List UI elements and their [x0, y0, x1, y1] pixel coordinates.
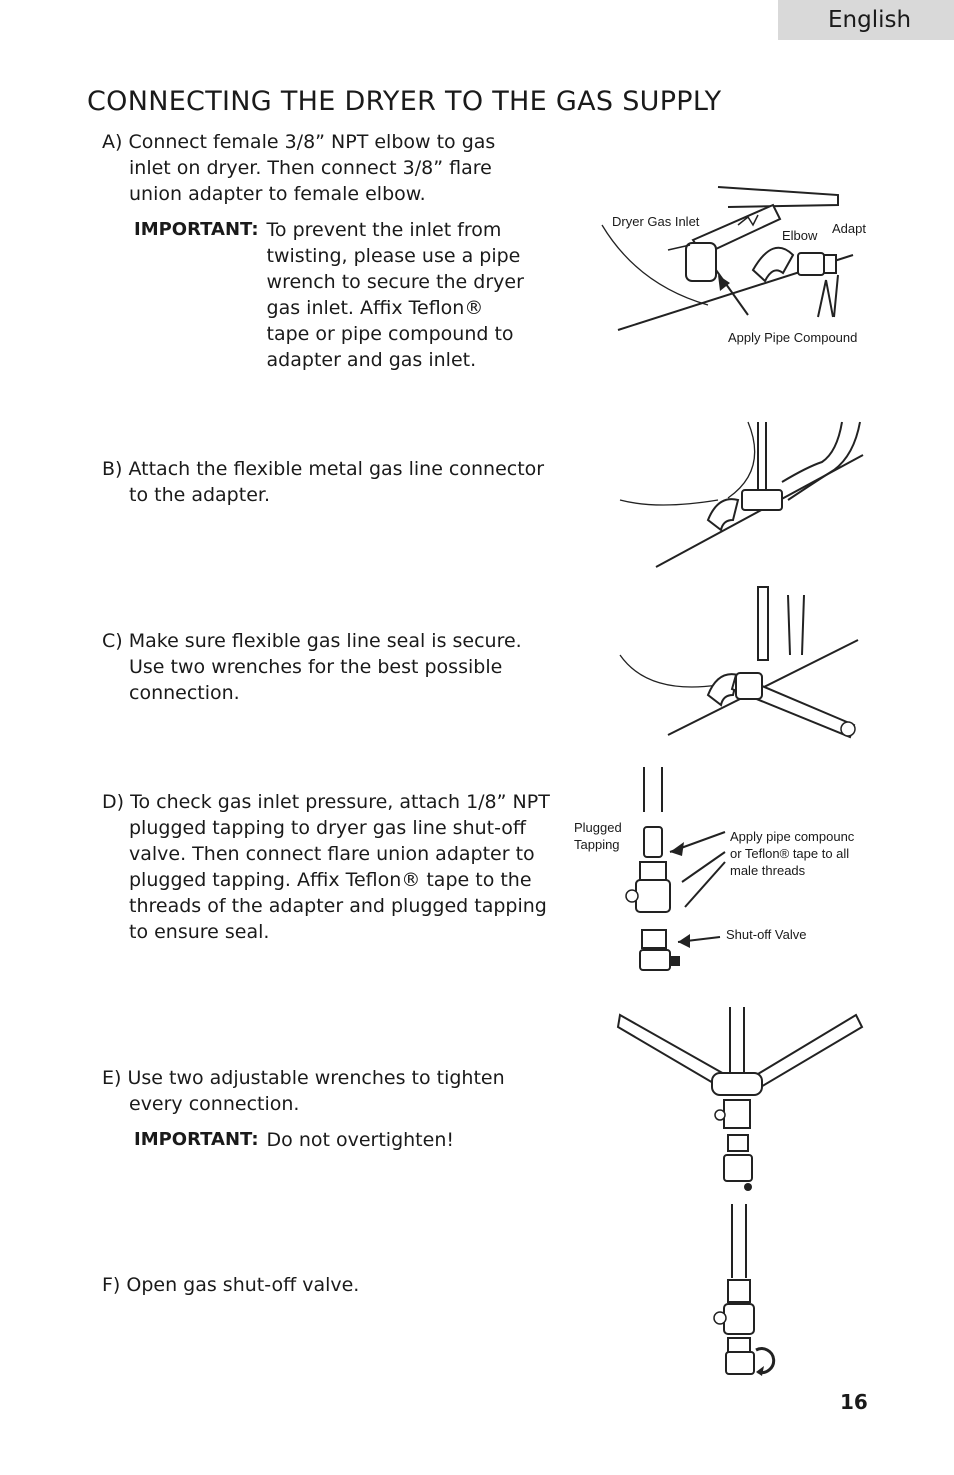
step-a-important: [134, 217, 532, 373]
step-e-important: [134, 1127, 522, 1153]
important-label: IMPORTANT:: [134, 1129, 259, 1150]
step-b-text: B) Attach the flexible metal gas line connector to the adapter.: [102, 458, 545, 506]
important-text: Do not overtighten!: [266, 1129, 454, 1151]
page-number: 16: [840, 1390, 868, 1414]
step-f: [102, 1272, 502, 1298]
label-shutoff-valve: Shut-off Valve: [726, 927, 807, 942]
label-dryer-gas-inlet: Dryer Gas Inlet: [612, 214, 700, 229]
step-b: [102, 456, 552, 508]
step-d: [102, 789, 554, 945]
figure-f-open-valve: [700, 1200, 800, 1380]
label-apply-line2: or Teflon® tape to all: [730, 846, 850, 861]
figure-a-elbow-adapter: [598, 185, 878, 355]
figure-e-adjustable-wrenches: [616, 1005, 866, 1195]
label-apply-line3: male threads: [730, 863, 806, 878]
label-elbow: Elbow: [782, 228, 818, 243]
step-c-text: C) Make sure flexible gas line seal is secure. Use two wrenches for the best possible connection.: [102, 630, 522, 704]
language-tab: English: [778, 0, 954, 40]
label-plugged: Plugged: [574, 820, 622, 835]
figure-d-plugged-tapping: [570, 762, 870, 984]
page-title: CONNECTING THE DRYER TO THE GAS SUPPLY: [87, 86, 722, 117]
step-f-text: F) Open gas shut-off valve.: [102, 1274, 360, 1296]
step-a-text: A) Connect female 3/8” NPT elbow to gas inlet on dryer. Then connect 3/8” flare union adapter to female elbow.: [102, 131, 496, 205]
step-a: [102, 129, 532, 373]
step-e: [102, 1065, 522, 1153]
step-e-text: E) Use two adjustable wrenches to tighten every connection.: [102, 1067, 505, 1115]
figure-c-two-wrenches: [618, 585, 868, 740]
important-label: IMPORTANT:: [134, 219, 259, 240]
label-adapter: Adapt: [832, 221, 866, 236]
step-c: [102, 628, 542, 706]
important-text: To prevent the inlet from twisting, please use a pipe wrench to secure the dryer gas inlet. Affix Teflon® tape or pipe compound to adapter and gas inlet.: [266, 219, 524, 371]
label-apply-line1: Apply pipe compounc: [730, 829, 855, 844]
figure-b-flex-line: [618, 420, 868, 570]
step-d-text: D) To check gas inlet pressure, attach 1/8” NPT plugged tapping to dryer gas line shut-off valve. Then connect flare union adapter to plugged tapping. Affix Teflon® tape to the threads of the adapter and plugged tapping to ensure seal.: [102, 791, 550, 943]
label-apply-pipe-compound: Apply Pipe Compound: [728, 330, 858, 345]
label-tapping: Tapping: [574, 837, 620, 852]
